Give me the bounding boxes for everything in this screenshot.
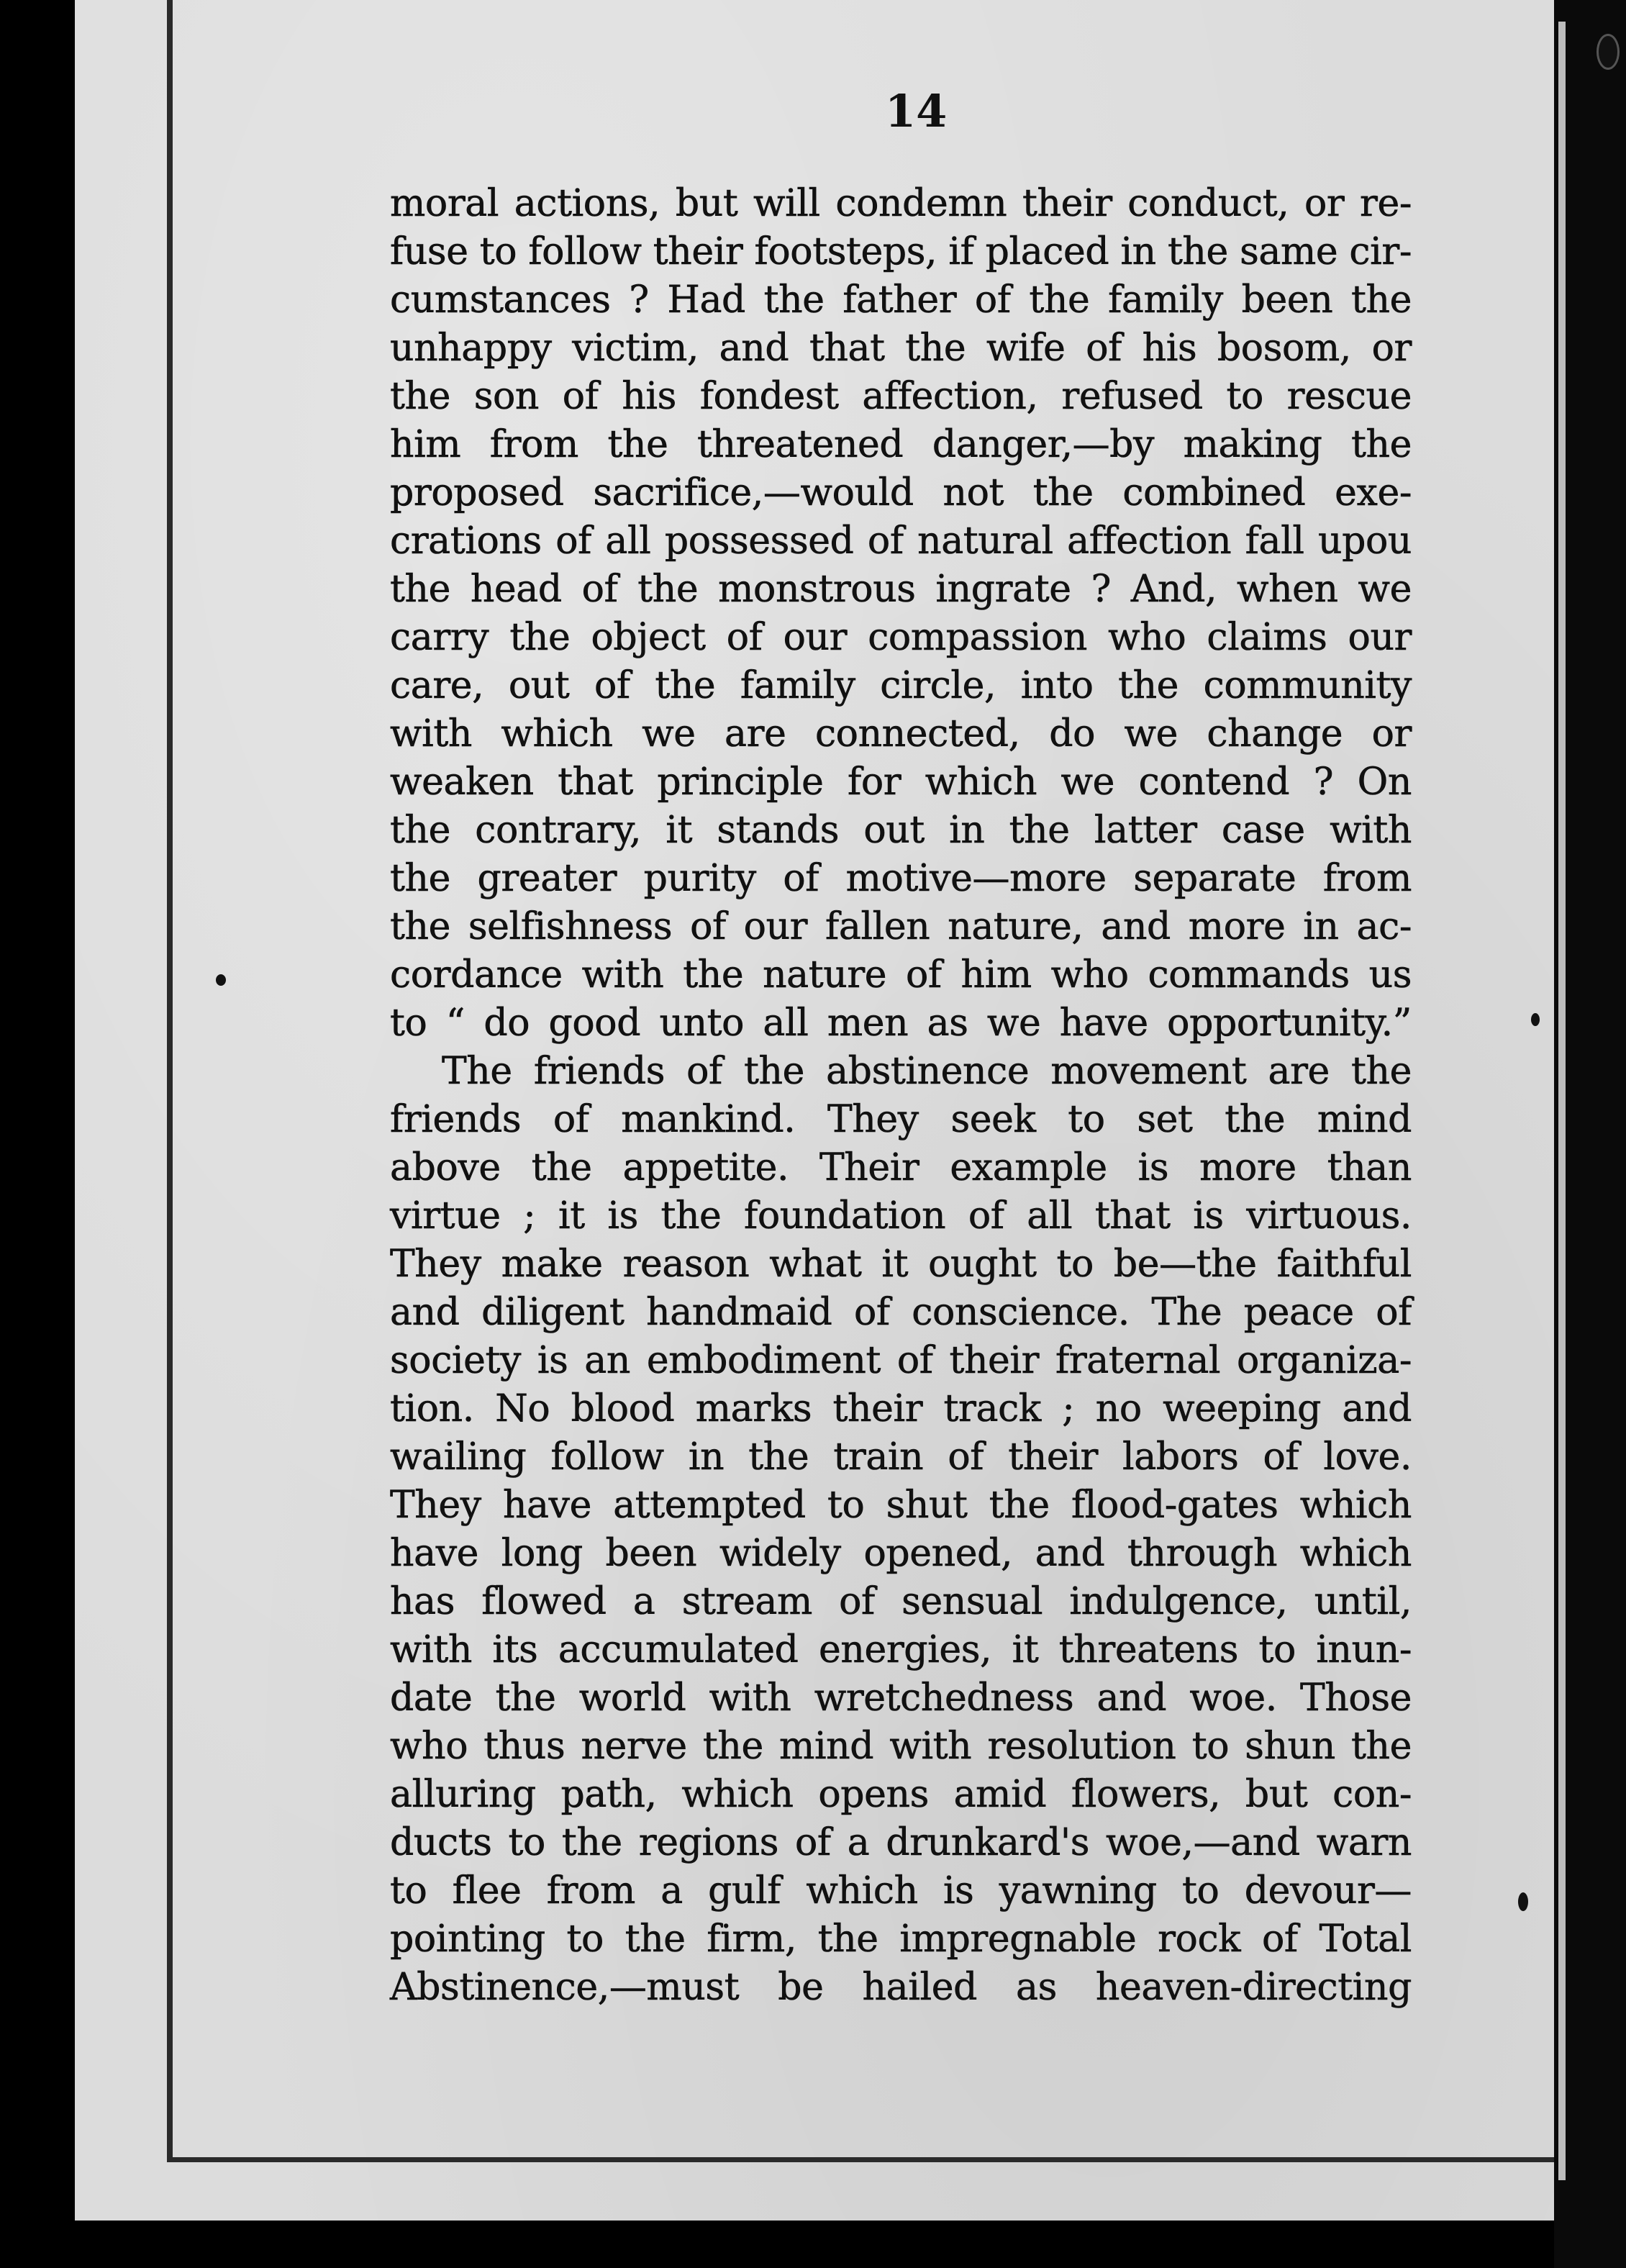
text-line: pointing to the firm, the impregnable rock of Total xyxy=(390,1918,1412,1961)
paragraph-first-line: The friends of the abstinence movement are the xyxy=(442,1050,1412,1093)
text-line: the greater purity of motive—more separate from xyxy=(390,857,1412,900)
margin-speck xyxy=(1531,1013,1540,1026)
text-line: friends of mankind. They seek to set the mind xyxy=(390,1098,1412,1141)
text-line: the contrary, it stands out in the latter case with xyxy=(390,809,1412,852)
text-line: him from the threatened danger,—by making the xyxy=(390,423,1412,466)
text-line: the head of the monstrous ingrate ? And, when we xyxy=(390,568,1412,611)
text-line: They have attempted to shut the flood-gates which xyxy=(390,1484,1412,1527)
text-line: and diligent handmaid of conscience. The peace of xyxy=(390,1291,1412,1334)
margin-speck xyxy=(216,974,226,986)
body-text xyxy=(390,180,1412,2012)
text-line: with its accumulated energies, it threatens to inun- xyxy=(390,1628,1412,1671)
facing-page-edge xyxy=(1554,0,1626,2268)
text-line: alluring path, which opens amid flowers, but con- xyxy=(390,1773,1412,1816)
text-line: above the appetite. Their example is more than xyxy=(390,1146,1412,1189)
text-line: have long been widely opened, and through which xyxy=(390,1532,1412,1575)
text-line: cordance with the nature of him who commands us xyxy=(390,953,1412,997)
text-line: the selfishness of our fallen nature, and more in ac- xyxy=(390,905,1412,948)
text-line: date the world with wretchedness and woe. Those xyxy=(390,1677,1412,1720)
text-line: with which we are connected, do we change or xyxy=(390,712,1412,756)
text-line: ducts to the regions of a drunkard's woe,—and warn xyxy=(390,1821,1412,1864)
text-line: care, out of the family circle, into the community xyxy=(390,664,1412,707)
text-line: fuse to follow their footsteps, if placed in the same cir- xyxy=(390,230,1412,273)
text-line: has flowed a stream of sensual indulgence, until, xyxy=(390,1580,1412,1623)
text-line: to “ do good unto all men as we have opportunity.” xyxy=(390,1002,1412,1045)
text-line: wailing follow in the train of their labors of love. xyxy=(390,1435,1412,1479)
page-bottom-border xyxy=(167,2157,1563,2162)
text-line: the son of his fondest affection, refused to rescue xyxy=(390,375,1412,418)
text-line: crations of all possessed of natural affection fall upou xyxy=(390,520,1412,563)
facing-page-margin xyxy=(1558,22,1566,2180)
text-line: proposed sacrifice,—would not the combined exe- xyxy=(390,471,1412,514)
text-line: virtue ; it is the foundation of all that is virtuous. xyxy=(390,1194,1412,1238)
text-line: moral actions, but will condemn their conduct, or re- xyxy=(390,182,1412,225)
text-line: who thus nerve the mind with resolution to shun the xyxy=(390,1725,1412,1768)
text-line: weaken that principle for which we contend ? On xyxy=(390,761,1412,804)
text-line: tion. No blood marks their track ; no weeping and xyxy=(390,1387,1412,1430)
margin-speck xyxy=(1518,1892,1528,1911)
text-line: cumstances ? Had the father of the family been the xyxy=(390,278,1412,322)
ink-blot xyxy=(1599,36,1617,68)
text-line: unhappy victim, and that the wife of his bosom, or xyxy=(390,327,1412,370)
page-number: 14 xyxy=(885,85,948,137)
text-line: to flee from a gulf which is yawning to devour— xyxy=(390,1869,1412,1913)
text-line: carry the object of our compassion who claims our xyxy=(390,616,1412,659)
text-line: Abstinence,—must be hailed as heaven-directing xyxy=(390,1966,1412,2009)
text-line: They make reason what it ought to be—the faithful xyxy=(390,1243,1412,1286)
text-line: society is an embodiment of their fraternal organiza- xyxy=(390,1339,1412,1382)
page-left-border xyxy=(167,0,173,2159)
